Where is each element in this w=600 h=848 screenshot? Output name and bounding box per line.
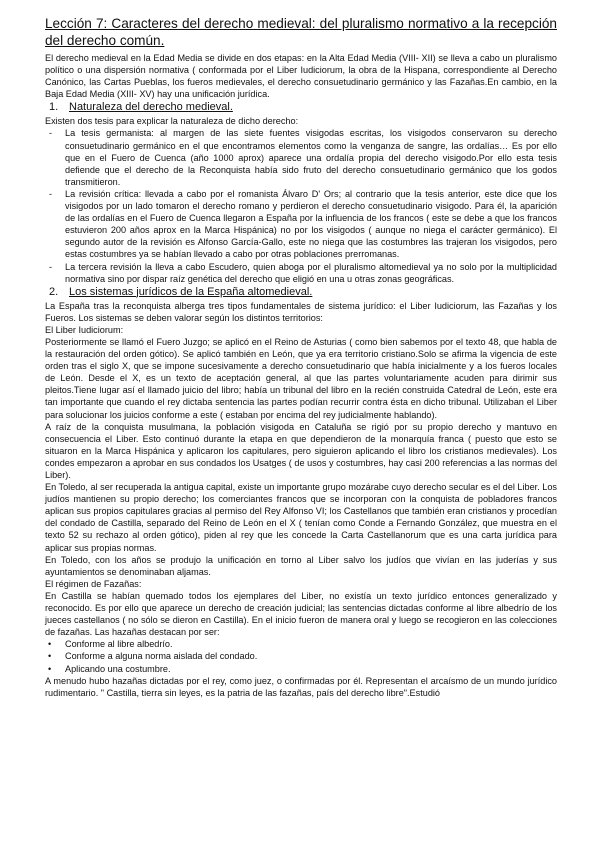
list-item-fazana-1: • Conforme al libre albedrío.: [45, 638, 557, 650]
section-1-intro: Existen dos tesis para explicar la naturaleza de dicho derecho:: [45, 116, 299, 127]
liber-paragraph-1: Posteriormente se llamó el Fuero Juzgo; se aplicó en el Reino de Asturias ( como bien sabemos por el texto 48, que habla de la restauración del orden gótico). Se aplicó también en León, que ya era territorio cristiano.Solo se afirma la vigencia de este orden tras el siglo X, que se impone sucesivamente a derecho consuetudinario que había inicialmente y a los fueros locales de León. Desde el X, es un texto de aceptación general, al que las partes voluntariamente acuden para dirimir sus pleitos.Tiene lugar así el llamado juicio del libro; había un tribunal del libro en la recién construida Catedral de León, este era tan importante que cuando el rey dictaba sentencia las partes podían recurrir contra ésta en dicho tribunal. Utilizaban el Liber para solucionar los juicios conforme a este ( estaban por encima del rey judicialmente hablando).: [45, 336, 557, 420]
intro-paragraph: El derecho medieval en la Edad Media se divide en dos etapas: en la Alta Edad Media (VIII- XII) se lleva a cabo un pluralismo político o una dispersión normativa ( conformada por el Liber Iudiciorum, la obra de la Hispana, correspondiente al Derecho Canónico, las Cartas Pueblas, los fueros medievales, el derecho consuetudinario germánico y las Fazañas.En cambio, en la Baja Edad Media (XIII- XV) hay una unificación jurídica.: [45, 53, 557, 100]
list-item-tercera-revision: - La tercera revisión la lleva a cabo Escudero, quien aboga por el pluralismo altomedieval ya no solo por la multiplicidad normativa sino por dispar raíz genética del derecho que eligió en una u otras zonas geográficas.: [45, 261, 557, 285]
section-1-number: 1.: [49, 101, 59, 114]
page-title: Lección 7: Caracteres del derecho medieval: del pluralismo normativo a la recepción del derecho común.: [45, 16, 557, 48]
liber-paragraph-3: En Toledo, al ser recuperada la antigua capital, existe un importante grupo mozárabe cuyo derecho secular es el del Liber. Los judíos mantienen su propio derecho; los comerciantes francos que se incorporan con la conquista de pobladores francos aplican sus propios capitulares gracias al permiso del Rey Alfonso VI; los Castellanos que también eran cristianos y procedían del condado de Castilla, separado del Reino de León en el X ( tenían como Conde a Fernando González, que muestra en el texto 52 su rechazo al orden gótico), piden al rey que les concede la Carta Castellanorum que es una carta jurídica para aplicar sus propias normas.: [45, 482, 557, 553]
section-1-title: Naturaleza del derecho medieval.: [69, 101, 233, 114]
list-item-fazana-3: • Aplicando una costumbre.: [45, 663, 557, 675]
list-item-fazana-2: • Conforme a alguna norma aislada del condado.: [45, 650, 557, 662]
thesis-list: [45, 127, 557, 284]
fazanas-heading: El régimen de Fazañas:: [45, 578, 142, 589]
list-item-revision-critica: - La revisión crítica: llevada a cabo por el romanista Álvaro D' Ors; al contrario que la tesis anterior, este dice que los visigodos por un lado tomaron el derecho romano y perdieron el derecho consuetudinario visigodo. Para él, la aparición de las ordalías en el Fuero de Cuenca llegaron a España por la influencia de los francos ( este se debe a que los francos estuvieron 200 años aprox en la Marca Hispánica) no por los visigodos ( aunque no niega el carácter germánico). El segundo autor de la revisión es Alfonso García-Gallo, este no niega que las costumbres las trajeran los visigodos, pero estas costumbres ya se habían llevado a cabo por otras poblaciones prerromanas.: [45, 188, 557, 261]
section-2-title: Los sistemas jurídicos de la España altomedieval.: [69, 285, 313, 298]
liber-heading: El Liber Iudiciorum:: [45, 324, 124, 335]
section-2-heading: [45, 286, 557, 299]
closing-paragraph: A menudo hubo hazañas dictadas por el rey, como juez, o confirmadas por él. Representan el arcaísmo de un mundo jurídico rudimentario. " Castilla, tierra sin leyes, es la patria de las fazañas, país del derecho libre".Estudió: [45, 675, 557, 698]
section-2-number: 2.: [49, 285, 59, 298]
liber-paragraph-2: A raíz de la conquista musulmana, la población visigoda en Cataluña se rigió por su propio derecho y mantuvo en consecuencia el Liber. Esto continuó durante la etapa en que dependieron de la monarquía franca ( puesto que esto se situaron en la Marca Hispánica y aplicaron los capitulares, pero siguieron aplicando el libro los cristianos medievales). Los condes empezaron a aprobar en sus condados los Usatges ( de usos y costumbres, hay casi 200 referencias a las normas del Liber).: [45, 421, 557, 480]
fazanas-paragraph: En Castilla se habían quemado todos los ejemplares del Liber, no existía un texto jurídico entonces generalizado y reconocido. Es por ello que aparece un derecho de creación judicial; las sentencias dictadas conforme al libre albedrío de los jueces castellanos ( no sólo se dieron en Castilla). En el inicio fueron de manera oral y luego se recogieron en las colecciones de fazañas. Las hazañas destacan por ser:: [45, 590, 557, 638]
fazanas-list: [45, 638, 557, 674]
section-1-heading: [45, 101, 557, 114]
section-2-intro: La España tras la reconquista alberga tres tipos fundamentales de sistema jurídico: el Liber Iudiciorum, las Fazañas y los Fueros. Los sistemas se deben valorar según los distintos territorios:: [45, 300, 557, 323]
list-item-thesis-germanista: - La tesis germanista: al margen de las siete fuentes visigodas escritas, los visigodos conservaron su derecho consuetudinario germánico en el que encontramos elementos como la venganza de sangre, las ordalías… Es por ello que en el Fuero de Cuenca (año 1000 aprox) aparece una ordalía propia del derecho visigodo.Por ello esta tesis defiende que el derecho de la Reconquista había sido fruto del derecho consuetudinario germánico que los godos transmitieron.: [45, 127, 557, 187]
liber-paragraph-4: En Toledo, con los años se produjo la unificación en torno al Liber salvo los judíos que vivían en las juderías y sus ayuntamientos se denominaban aljamas.: [45, 554, 557, 577]
